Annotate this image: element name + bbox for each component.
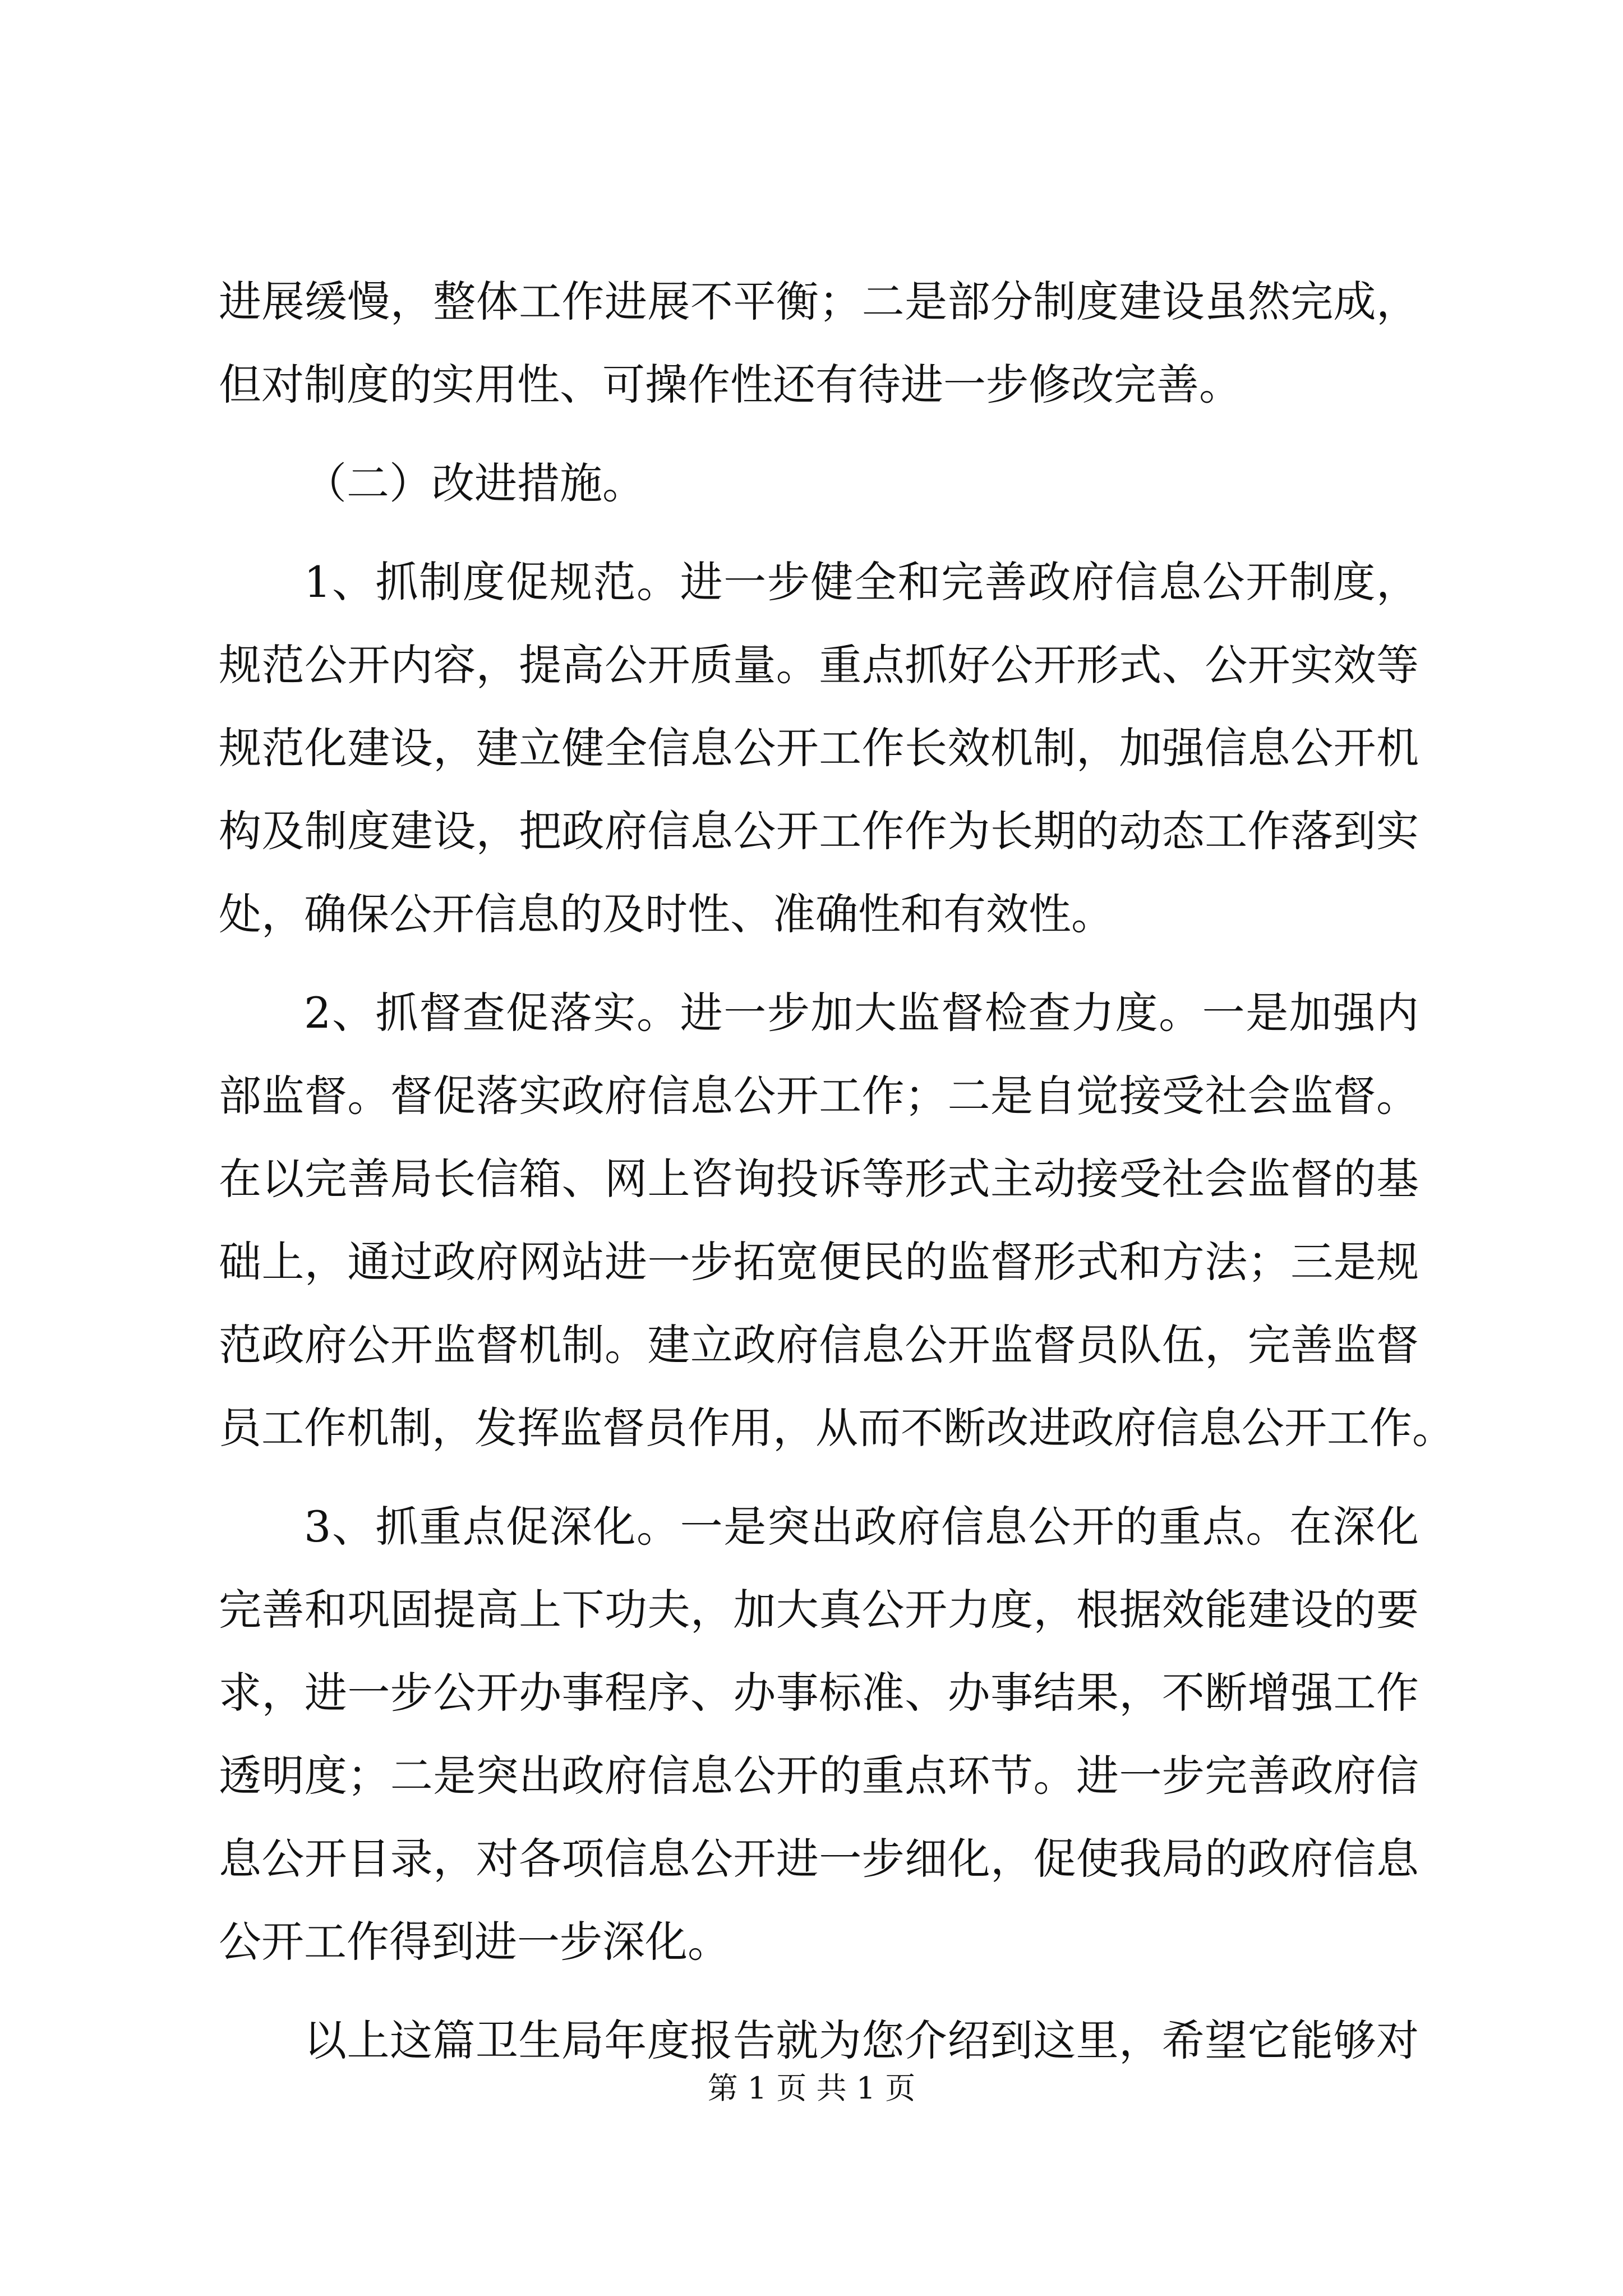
- text-line: 公开工作得到进一步深化。: [219, 1917, 730, 1967]
- section-heading: （二）改进措施。: [304, 458, 645, 508]
- text-line: 构及制度建设，把政府信息公开工作作为长期的动态工作落到实: [219, 806, 1419, 856]
- text-line: 规范公开内容，提高公开质量。重点抓好公开形式、公开实效等: [219, 640, 1419, 690]
- page-footer: 第 1 页 共 1 页: [707, 2070, 916, 2106]
- text-line: 进展缓慢，整体工作进展不平衡；二是部分制度建设虽然完成，: [219, 277, 1419, 326]
- text-line: 部监督。督促落实政府信息公开工作；二是自觉接受社会监督。: [219, 1071, 1419, 1121]
- text-line: 础上，通过政府网站进一步拓宽便民的监督形式和方法；三是规: [219, 1237, 1419, 1287]
- text-line: 在以完善局长信箱、网上咨询投诉等形式主动接受社会监督的基: [219, 1154, 1419, 1204]
- text-line: 范政府公开监督机制。建立政府信息公开监督员队伍，完善监督: [219, 1320, 1419, 1370]
- text-line: 求，进一步公开办事程序、办事标准、办事结果，不断增强工作: [219, 1668, 1419, 1718]
- text-line: 处，确保公开信息的及时性、准确性和有效性。: [219, 889, 1114, 939]
- text-line: 息公开目录，对各项信息公开进一步细化，促使我局的政府信息: [219, 1834, 1419, 1884]
- text-line: 2、抓督查促落实。进一步加大监督检查力度。一是加强内: [304, 988, 1419, 1038]
- body-text: [219, 260, 1455, 2082]
- text-line: 3、抓重点促深化。一是突出政府信息公开的重点。在深化: [304, 1502, 1419, 1552]
- text-line: 完善和巩固提高上下功夫，加大真公开力度，根据效能建设的要: [219, 1585, 1419, 1635]
- text-line: 员工作机制，发挥监督员作用，从而不断改进政府信息公开工作。: [219, 1403, 1455, 1453]
- text-line: 透明度；二是突出政府信息公开的重点环节。进一步完善政府信: [219, 1751, 1419, 1801]
- text-line: 以上这篇卫生局年度报告就为您介绍到这里，希望它能够对: [304, 2016, 1419, 2065]
- text-line: 1、抓制度促规范。进一步健全和完善政府信息公开制度，: [304, 557, 1419, 607]
- text-line: 但对制度的实用性、可操作性还有待进一步修改完善。: [219, 360, 1242, 409]
- text-line: 规范化建设，建立健全信息公开工作长效机制，加强信息公开机: [219, 723, 1419, 773]
